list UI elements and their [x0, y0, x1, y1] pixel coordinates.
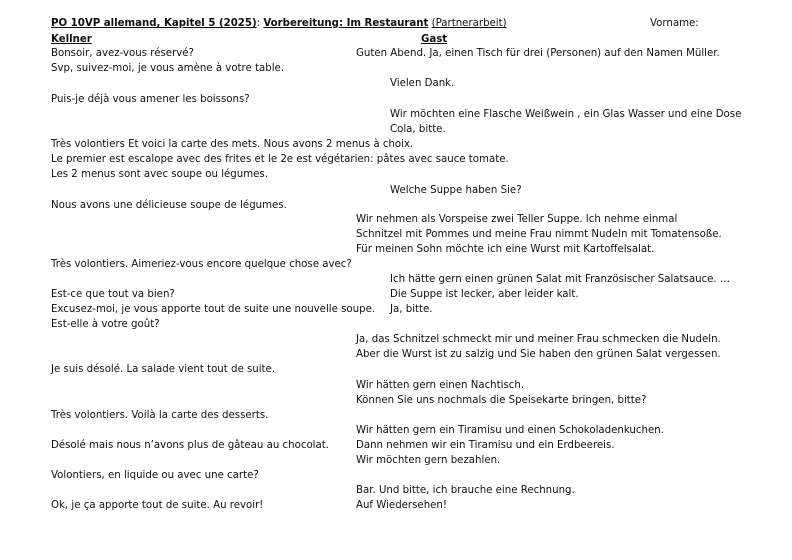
- gast-line: Können Sie uns nochmals die Speisekarte bringen, bitte?: [356, 395, 647, 406]
- document-mode: (Partnerarbeit): [431, 18, 507, 29]
- vorname-label: Vorname:: [650, 18, 699, 29]
- document-header: [51, 18, 507, 30]
- kellner-line: Je suis désolé. La salade vient tout de suite.: [51, 364, 276, 375]
- gast-line: Ja, das Schnitzel schmeckt mir und meiner Frau schmecken die Nudeln.: [356, 334, 721, 345]
- kellner-line: Bonsoir, avez-vous réservé?: [51, 48, 194, 59]
- kellner-line: Ok, je ça apporte tout de suite. Au revoir!: [51, 500, 264, 511]
- gast-line: Wir nehmen als Vorspeise zwei Teller Suppe. Ich nehme einmal: [356, 214, 678, 225]
- gast-line: Schnitzel mit Pommes und meine Frau nimmt Nudeln mit Tomatensoße.: [356, 229, 722, 240]
- column-header-gast: Gast: [421, 34, 448, 45]
- column-header-kellner: Kellner: [51, 34, 92, 45]
- gast-line: Ich hätte gern einen grünen Salat mit Französischer Salatsauce. …: [390, 274, 731, 285]
- gast-line: Wir möchten eine Flasche Weißwein , ein Glas Wasser und eine Dose: [390, 109, 742, 120]
- gast-line: Für meinen Sohn möchte ich eine Wurst mit Kartoffelsalat.: [356, 244, 655, 255]
- gast-line: Welche Suppe haben Sie?: [390, 185, 522, 196]
- kellner-line: Très volontiers. Voilà la carte des desserts.: [51, 410, 269, 421]
- gast-line: Cola, bitte.: [390, 124, 446, 135]
- kellner-line: Svp, suivez-moi, je vous amène à votre table.: [51, 63, 285, 74]
- gast-line: Auf Wiedersehen!: [356, 500, 447, 511]
- kellner-line: Désolé mais nous n’avons plus de gâteau au chocolat.: [51, 440, 329, 451]
- document-title: PO 10VP allemand, Kapitel 5 (2025): [51, 18, 257, 29]
- kellner-line: Est-elle à votre goût?: [51, 319, 160, 330]
- kellner-line: Volontiers, en liquide ou avec une carte?: [51, 470, 259, 481]
- gast-line: Bar. Und bitte, ich brauche eine Rechnung.: [356, 485, 575, 496]
- gast-line: Wir möchten gern bezahlen.: [356, 455, 501, 466]
- kellner-line: Très volontiers Et voici la carte des mets. Nous avons 2 menus à choix.: [51, 139, 414, 150]
- kellner-line: Puis-je déjà vous amener les boissons?: [51, 94, 250, 105]
- gast-line: Wir hätten gern einen Nachtisch.: [356, 380, 525, 391]
- gast-line: Wir hätten gern ein Tiramisu und einen Schokoladenkuchen.: [356, 425, 664, 436]
- kellner-line: Nous avons une délicieuse soupe de légumes.: [51, 200, 287, 211]
- gast-line: Vielen Dank.: [390, 78, 455, 89]
- gast-line: Aber die Wurst ist zu salzig und Sie haben den grünen Salat vergessen.: [356, 349, 721, 360]
- kellner-line: Excusez-moi, je vous apporte tout de suite une nouvelle soupe.: [51, 304, 376, 315]
- gast-line: Ja, bitte.: [390, 304, 433, 315]
- document-topic: Vorbereitung: Im Restaurant: [263, 18, 429, 29]
- kellner-line: Très volontiers. Aimeriez-vous encore quelque chose avec?: [51, 259, 352, 270]
- gast-line: Dann nehmen wir ein Tiramisu und ein Erdbeereis.: [356, 440, 615, 451]
- header-colon: :: [256, 18, 261, 29]
- kellner-line: Le premier est escalope avec des frites et le 2e est végétarien: pâtes avec sauce tomate.: [51, 154, 509, 165]
- gast-line: Guten Abend. Ja, einen Tisch für drei (Personen) auf den Namen Müller.: [356, 48, 720, 59]
- kellner-line: Est-ce que tout va bien?: [51, 289, 175, 300]
- gast-line: Die Suppe ist lecker, aber leider kalt.: [390, 289, 579, 300]
- kellner-line: Les 2 menus sont avec soupe ou légumes.: [51, 169, 268, 180]
